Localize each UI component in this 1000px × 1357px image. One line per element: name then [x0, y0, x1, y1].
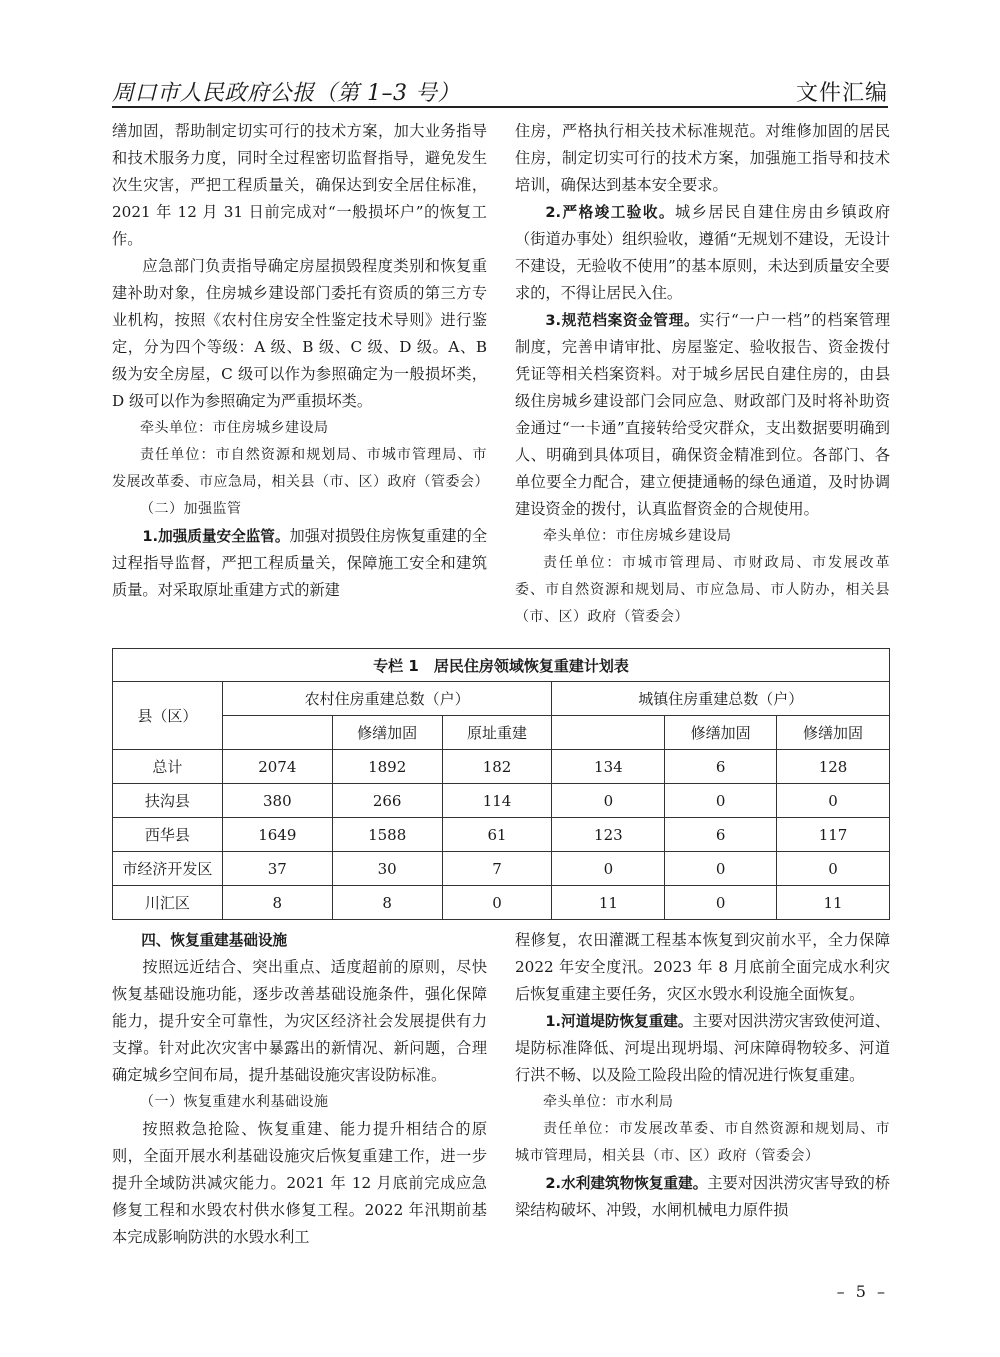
table-cell: 1649	[222, 818, 332, 852]
table-cell: 总计	[113, 750, 223, 784]
housing-plan-table	[112, 648, 890, 920]
paragraph	[112, 523, 487, 604]
table-cell: 0	[665, 784, 777, 818]
subsection-heading: （一）恢复重建水利基础设施	[140, 1094, 329, 1110]
table-cell: 0	[777, 852, 890, 886]
item-heading: 2.严格竣工验收。	[545, 204, 675, 221]
table-cell: 11	[777, 886, 890, 920]
lead-unit: 牵头单位：市住房城乡建设局	[140, 420, 329, 436]
paragraph: 住房，严格执行相关技术标准规范。对维修加固的居民住房，制定切实可行的技术方案，加强施工指导和技术培训，确保达到基本安全要求。	[515, 122, 890, 194]
item-heading: 3.规范档案资金管理。	[545, 312, 700, 329]
page-header	[112, 76, 888, 106]
item-heading: 2.水利建筑物恢复重建。	[545, 1175, 708, 1192]
table-cell: 2074	[222, 750, 332, 784]
item-text: 城乡居民自建住房由乡镇政府（街道办事处）组织验收，遵循“无规划不建设，无设计不建设，无验收不使用”的基本原则，未达到质量安全要求的，不得让居民入住。	[515, 203, 891, 302]
item-text: 加强对损毁住房恢复重建的全过程指导监督，严把工程质量关，保障施工安全和建筑质量。对采取原址重建方式的新建	[112, 527, 488, 599]
table-row	[113, 784, 890, 818]
table-cell: 30	[332, 852, 442, 886]
item-text: 实行“一户一档”的档案管理制度，完善申请审批、房屋鉴定、验收报告、资金拨付凭证等相关档案资料。对于城乡居民自建住房的，由县级住房城乡建设部门会同应急、财政部门及时将补助资金通过“一卡通”直接转给受灾群众，支出数据要明确到人、明确到具体项目，确保资金精准到位。各部门、各单位要全力配合，建立便捷通畅的绿色通道，及时协调建设资金的拨付，认真监督资金的合规使用。	[515, 311, 891, 518]
sub-header-cell: 修缮加固	[777, 716, 890, 750]
column-header-county: 县（区）	[113, 682, 223, 750]
section-heading: 四、恢复重建基础设施	[141, 932, 288, 949]
table-cell: 8	[222, 886, 332, 920]
sub-header-cell: 修缮加固	[332, 716, 442, 750]
responsible-units: 责任单位：市发展改革委、市自然资源和规划局、市城市管理局，相关县（市、区）政府（管委会）	[515, 1121, 890, 1164]
page-number: – 5 –	[836, 1282, 888, 1301]
table-cell: 123	[552, 818, 665, 852]
table-cell: 0	[552, 852, 665, 886]
table-cell: 0	[665, 886, 777, 920]
table-cell: 西华县	[113, 818, 223, 852]
item-text: 主要对因洪涝灾害导致的桥梁结构破坏、冲毁，水闸机械电力原件损	[515, 1174, 891, 1219]
table-cell: 266	[332, 784, 442, 818]
column-header-rural: 农村住房重建总数（户）	[222, 682, 552, 716]
sub-header-cell	[222, 716, 332, 750]
sub-header-cell	[552, 716, 665, 750]
table-cell: 37	[222, 852, 332, 886]
table-caption: 专栏 1 居民住房领域恢复重建计划表	[113, 649, 890, 682]
journal-title: 周口市人民政府公报（第 1–3 号）	[112, 81, 460, 106]
table-cell: 6	[665, 818, 777, 852]
sub-header-row	[113, 716, 890, 750]
table-cell: 8	[332, 886, 442, 920]
table-cell: 61	[442, 818, 552, 852]
paragraph: 按照远近结合、突出重点、适度超前的原则，尽快恢复基础设施功能，逐步改善基础设施条件，强化保障能力，提升安全可靠性，为灾区经济社会发展提供有力支撑。针对此次灾害中暴露出的新情况、新问题，合理确定城乡空间布局，提升基础设施灾害设防标准。	[112, 958, 487, 1084]
paragraph: 程修复，农田灌溉工程基本恢复到灾前水平，全力保障 2022 年安全度汛。2023 年 8 月底前全面完成水利灾后恢复重建主要任务，灾区水毁水利设施全面恢复。	[515, 931, 890, 1003]
table-cell: 市经济开发区	[113, 852, 223, 886]
table-cell: 扶沟县	[113, 784, 223, 818]
table-cell: 11	[552, 886, 665, 920]
paragraph: 缮加固，帮助制定切实可行的技术方案，加大业务指导和技术服务力度，同时全过程密切监督指导，避免发生次生灾害，严把工程质量关，确保达到安全居住标准，2021 年 12 月 31 日前完成对“一般损坏户”的恢复工作。	[112, 122, 487, 248]
column-bottom-right	[515, 927, 890, 1224]
item-heading: 1.河道堤防恢复重建。	[545, 1013, 693, 1030]
column-header-urban: 城镇住房重建总数（户）	[552, 682, 890, 716]
section-title: 文件汇编	[795, 81, 888, 106]
item-text: 主要对因洪涝灾害致使河道、堤防标准降低、河堤出现坍塌、河床障碍物较多、河道行洪不畅、以及险工险段出险的情况进行恢复重建。	[515, 1012, 891, 1084]
column-bottom-left	[112, 927, 487, 1251]
sub-header-cell: 修缮加固	[665, 716, 777, 750]
table-cell: 川汇区	[113, 886, 223, 920]
table-row	[113, 886, 890, 920]
table-cell: 1892	[332, 750, 442, 784]
table-cell: 380	[222, 784, 332, 818]
responsible-units: 责任单位：市自然资源和规划局、市城市管理局、市发展改革委、市应急局，相关县（市、区）政府（管委会）	[112, 447, 489, 490]
table-cell: 0	[665, 852, 777, 886]
paragraph	[515, 307, 890, 523]
table-cell: 6	[665, 750, 777, 784]
table-cell: 0	[552, 784, 665, 818]
table-cell: 134	[552, 750, 665, 784]
paragraph	[515, 199, 890, 307]
sub-header-cell: 原址重建	[442, 716, 552, 750]
table-cell: 0	[442, 886, 552, 920]
responsible-units: 责任单位：市城市管理局、市财政局、市发展改革委、市自然资源和规划局、市应急局、市人防办，相关县（市、区）政府（管委会）	[515, 555, 890, 625]
item-heading: 1.加强质量安全监管。	[142, 528, 290, 545]
table-cell: 7	[442, 852, 552, 886]
column-top-left	[112, 118, 487, 604]
table-cell: 128	[777, 750, 890, 784]
table-cell: 117	[777, 818, 890, 852]
table-cell: 114	[442, 784, 552, 818]
table-cell: 182	[442, 750, 552, 784]
lead-unit: 牵头单位：市水利局	[543, 1094, 674, 1110]
table-row	[113, 852, 890, 886]
table-row	[113, 818, 890, 852]
subsection-heading: （二）加强监管	[140, 501, 242, 517]
table-row	[113, 750, 890, 784]
paragraph	[515, 1170, 890, 1224]
paragraph: 应急部门负责指导确定房屋损毁程度类别和恢复重建补助对象，住房城乡建设部门委托有资质的第三方专业机构，按照《农村住房安全性鉴定技术导则》进行鉴定，分为四个等级：A 级、B 级、C 级、D 级。A、B 级为安全房屋，C 级可以作为参照确定为一般损坏类，D 级可以作为参照确定为严重损坏类。	[112, 257, 487, 410]
header-rule	[112, 106, 888, 108]
table-cell: 1588	[332, 818, 442, 852]
table-cell: 0	[777, 784, 890, 818]
column-top-right	[515, 118, 890, 631]
paragraph	[515, 1008, 890, 1089]
paragraph: 按照救急抢险、恢复重建、能力提升相结合的原则，全面开展水利基础设施灾后恢复重建工作，进一步提升全域防洪减灾能力。2021 年 12 月底前完成应急修复工程和水毁农村供水修复工程。2022 年汛期前基本完成影响防洪的水毁水利工	[112, 1120, 487, 1246]
lead-unit: 牵头单位：市住房城乡建设局	[543, 528, 732, 544]
